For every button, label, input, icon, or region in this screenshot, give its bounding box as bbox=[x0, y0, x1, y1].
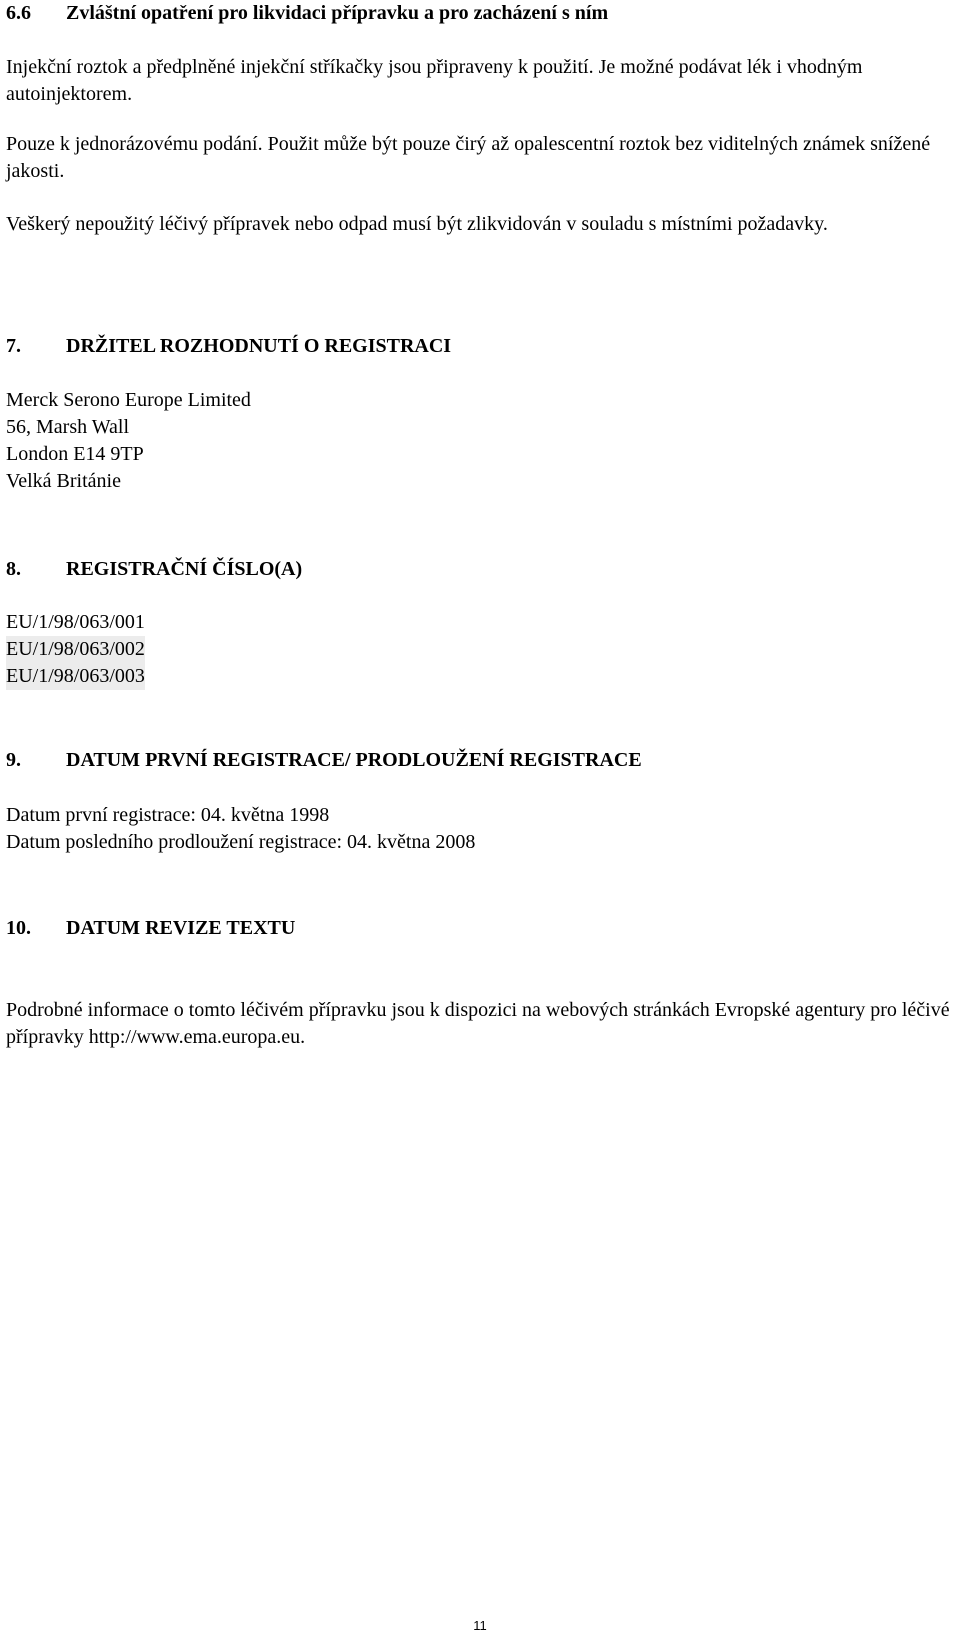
first-registration-date: Datum první registrace: 04. května 1998 bbox=[6, 804, 330, 826]
registration-dates bbox=[6, 802, 956, 856]
section-number: 9. bbox=[6, 749, 21, 771]
section-title: REGISTRAČNÍ ČÍSLO(A) bbox=[66, 558, 303, 580]
section-number: 7. bbox=[6, 335, 21, 357]
address-line: Velká Británie bbox=[6, 470, 121, 492]
section-number: 8. bbox=[6, 558, 21, 580]
section-number: 10. bbox=[6, 917, 31, 939]
section-9-heading bbox=[6, 747, 956, 774]
paragraph-disposal: Veškerý nepoužitý léčivý přípravek nebo odpad musí být zlikvidován v souladu s místními požadavky. bbox=[6, 213, 828, 235]
page-number: 11 bbox=[473, 1618, 487, 1633]
section-title: DATUM REVIZE TEXTU bbox=[66, 917, 296, 939]
section-title: Zvláštní opatření pro likvidaci přípravku a pro zacházení s ním bbox=[66, 2, 609, 24]
paragraph-ema-info: Podrobné informace o tomto léčivém přípravku jsou k dispozici na webových stránkách Evropské agentury pro léčivé přípravky http://www.ema.europa.eu. bbox=[6, 999, 950, 1048]
section-title: DATUM PRVNÍ REGISTRACE/ PRODLOUŽENÍ REGISTRACE bbox=[66, 749, 642, 771]
section-6-6-heading bbox=[6, 0, 956, 27]
registration-number: EU/1/98/063/001 bbox=[6, 611, 145, 633]
registration-number: EU/1/98/063/003 bbox=[6, 663, 145, 690]
paragraph-ready-to-use: Injekční roztok a předplněné injekční stříkačky jsou připraveny k použití. Je možné podávat lék i vhodným autoinjektorem. bbox=[6, 56, 863, 105]
section-title: DRŽITEL ROZHODNUTÍ O REGISTRACI bbox=[66, 335, 452, 357]
registration-number: EU/1/98/063/002 bbox=[6, 636, 145, 663]
address-line: London E14 9TP bbox=[6, 443, 144, 465]
section-number: 6.6 bbox=[6, 2, 31, 24]
renewal-date: Datum posledního prodloužení registrace: 04. května 2008 bbox=[6, 831, 476, 853]
section-10-heading bbox=[6, 915, 956, 942]
section-7-heading bbox=[6, 333, 956, 360]
paragraph-single-use: Pouze k jednorázovému podání. Použit může být pouze čirý až opalescentní roztok bez viditelných známek snížené jakosti. bbox=[6, 133, 931, 182]
registration-numbers-list bbox=[6, 609, 956, 690]
address-line: Merck Serono Europe Limited bbox=[6, 389, 251, 411]
marketing-authorisation-holder-address bbox=[6, 387, 956, 495]
section-8-heading bbox=[6, 556, 956, 583]
address-line: 56, Marsh Wall bbox=[6, 416, 130, 438]
